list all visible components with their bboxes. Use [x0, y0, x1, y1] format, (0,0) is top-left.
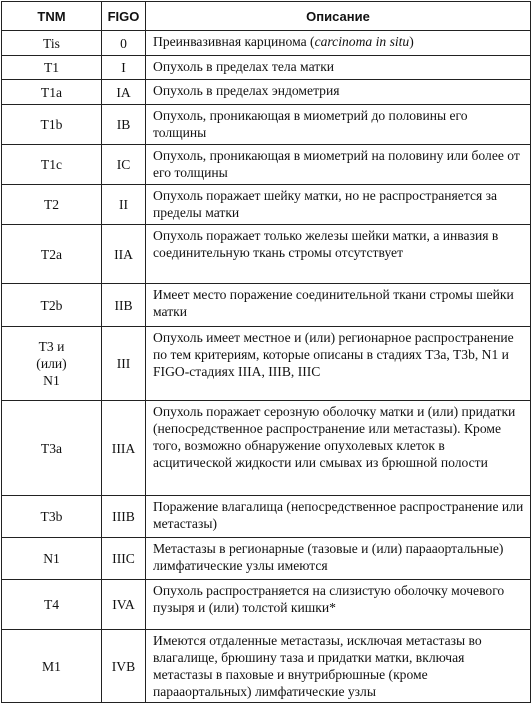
cell-figo: IC: [102, 145, 146, 185]
cell-figo: I: [102, 56, 146, 80]
cell-tnm: T3a: [2, 401, 102, 496]
cell-description: Опухоль распространяется на слизистую оболочку мочевого пузыря и (или) толстой кишки*: [146, 580, 531, 630]
cell-figo: IB: [102, 105, 146, 145]
cell-figo: IIIC: [102, 538, 146, 580]
cell-description: Имеет место поражение соединительной ткани стромы шейки матки: [146, 284, 531, 327]
cell-tnm: T2a: [2, 225, 102, 284]
tnm-line: (или): [36, 356, 67, 371]
table-row: [2, 31, 531, 56]
staging-table: [1, 1, 531, 703]
header-figo: FIGO: [102, 2, 146, 31]
table-header: [2, 2, 531, 31]
cell-description: Поражение влагалища (непосредственное распространение или метастазы): [146, 496, 531, 538]
header-row: [2, 2, 531, 31]
cell-description: Опухоль поражает только железы шейки матки, а инвазия в соединительную ткань стромы отсутствует: [146, 225, 531, 284]
cell-tnm: T1: [2, 56, 102, 80]
cell-description: Опухоль в пределах тела матки: [146, 56, 531, 80]
table-row: [2, 185, 531, 225]
table-row: [2, 145, 531, 185]
cell-figo: IIB: [102, 284, 146, 327]
table-row: [2, 80, 531, 105]
cell-tnm: T4: [2, 580, 102, 630]
cell-tnm: T2b: [2, 284, 102, 327]
cell-figo: IVA: [102, 580, 146, 630]
table-body: [2, 31, 531, 703]
cell-tnm: T1a: [2, 80, 102, 105]
cell-tnm: T2: [2, 185, 102, 225]
cell-description: [146, 31, 531, 56]
cell-figo: IIIB: [102, 496, 146, 538]
cell-tnm: T3b: [2, 496, 102, 538]
cell-description: Метастазы в регионарные (тазовые и (или) парааортальные) лимфатические узлы имеются: [146, 538, 531, 580]
cell-description: Опухоль, проникающая в миометрий до половины его толщины: [146, 105, 531, 145]
table-row: [2, 580, 531, 630]
table-row: [2, 401, 531, 496]
cell-figo: IIA: [102, 225, 146, 284]
header-tnm: TNM: [2, 2, 102, 31]
table-row: [2, 630, 531, 703]
table-row: [2, 538, 531, 580]
cell-description: Опухоль имеет местное и (или) регионарное распространение по тем критериям, которые описаны в стадиях T3a, T3b, N1 и FIGO-стадиях IIIA, IIIB, IIIC: [146, 327, 531, 401]
cell-description: Опухоль в пределах эндометрия: [146, 80, 531, 105]
cell-tnm: N1: [2, 538, 102, 580]
cell-description: Опухоль поражает шейку матки, но не распространяется за пределы матки: [146, 185, 531, 225]
cell-description: Имеются отдаленные метастазы, исключая метастазы во влагалище, брюшину таза и придатки матки, включая метастазы в паховые и внутрибрюшные (кроме парааортальных) лимфатические узлы: [146, 630, 531, 703]
cell-description: Опухоль поражает серозную оболочку матки и (или) придатки (непосредственное распространение или метастазы). Кроме того, возможно обнаружение опухолевых клеток в асцитической жидкости или смывах из брюшной полости: [146, 401, 531, 496]
cell-figo: IA: [102, 80, 146, 105]
cell-figo: III: [102, 327, 146, 401]
table-row: [2, 327, 531, 401]
cell-tnm: [2, 327, 102, 401]
cell-tnm: T1b: [2, 105, 102, 145]
cell-figo: II: [102, 185, 146, 225]
cell-tnm: M1: [2, 630, 102, 703]
cell-description: Опухоль, проникающая в миометрий на половину или более от его толщины: [146, 145, 531, 185]
table-row: [2, 496, 531, 538]
cell-figo: IVB: [102, 630, 146, 703]
cell-figo: IIIA: [102, 401, 146, 496]
table-row: [2, 225, 531, 284]
tnm-line: N1: [43, 373, 60, 388]
description-text-end: ): [409, 34, 414, 49]
cell-tnm: Tis: [2, 31, 102, 56]
tnm-line: T3 и: [38, 339, 65, 354]
cell-figo: 0: [102, 31, 146, 56]
cell-tnm: T1c: [2, 145, 102, 185]
table-row: [2, 56, 531, 80]
header-description: Описание: [146, 2, 531, 31]
table-row: [2, 284, 531, 327]
description-italic-text: carcinoma in situ: [314, 34, 410, 49]
table-row: [2, 105, 531, 145]
description-text: Преинвазивная карцинома (: [153, 34, 315, 49]
tnm-stacked-label: [36, 338, 66, 389]
